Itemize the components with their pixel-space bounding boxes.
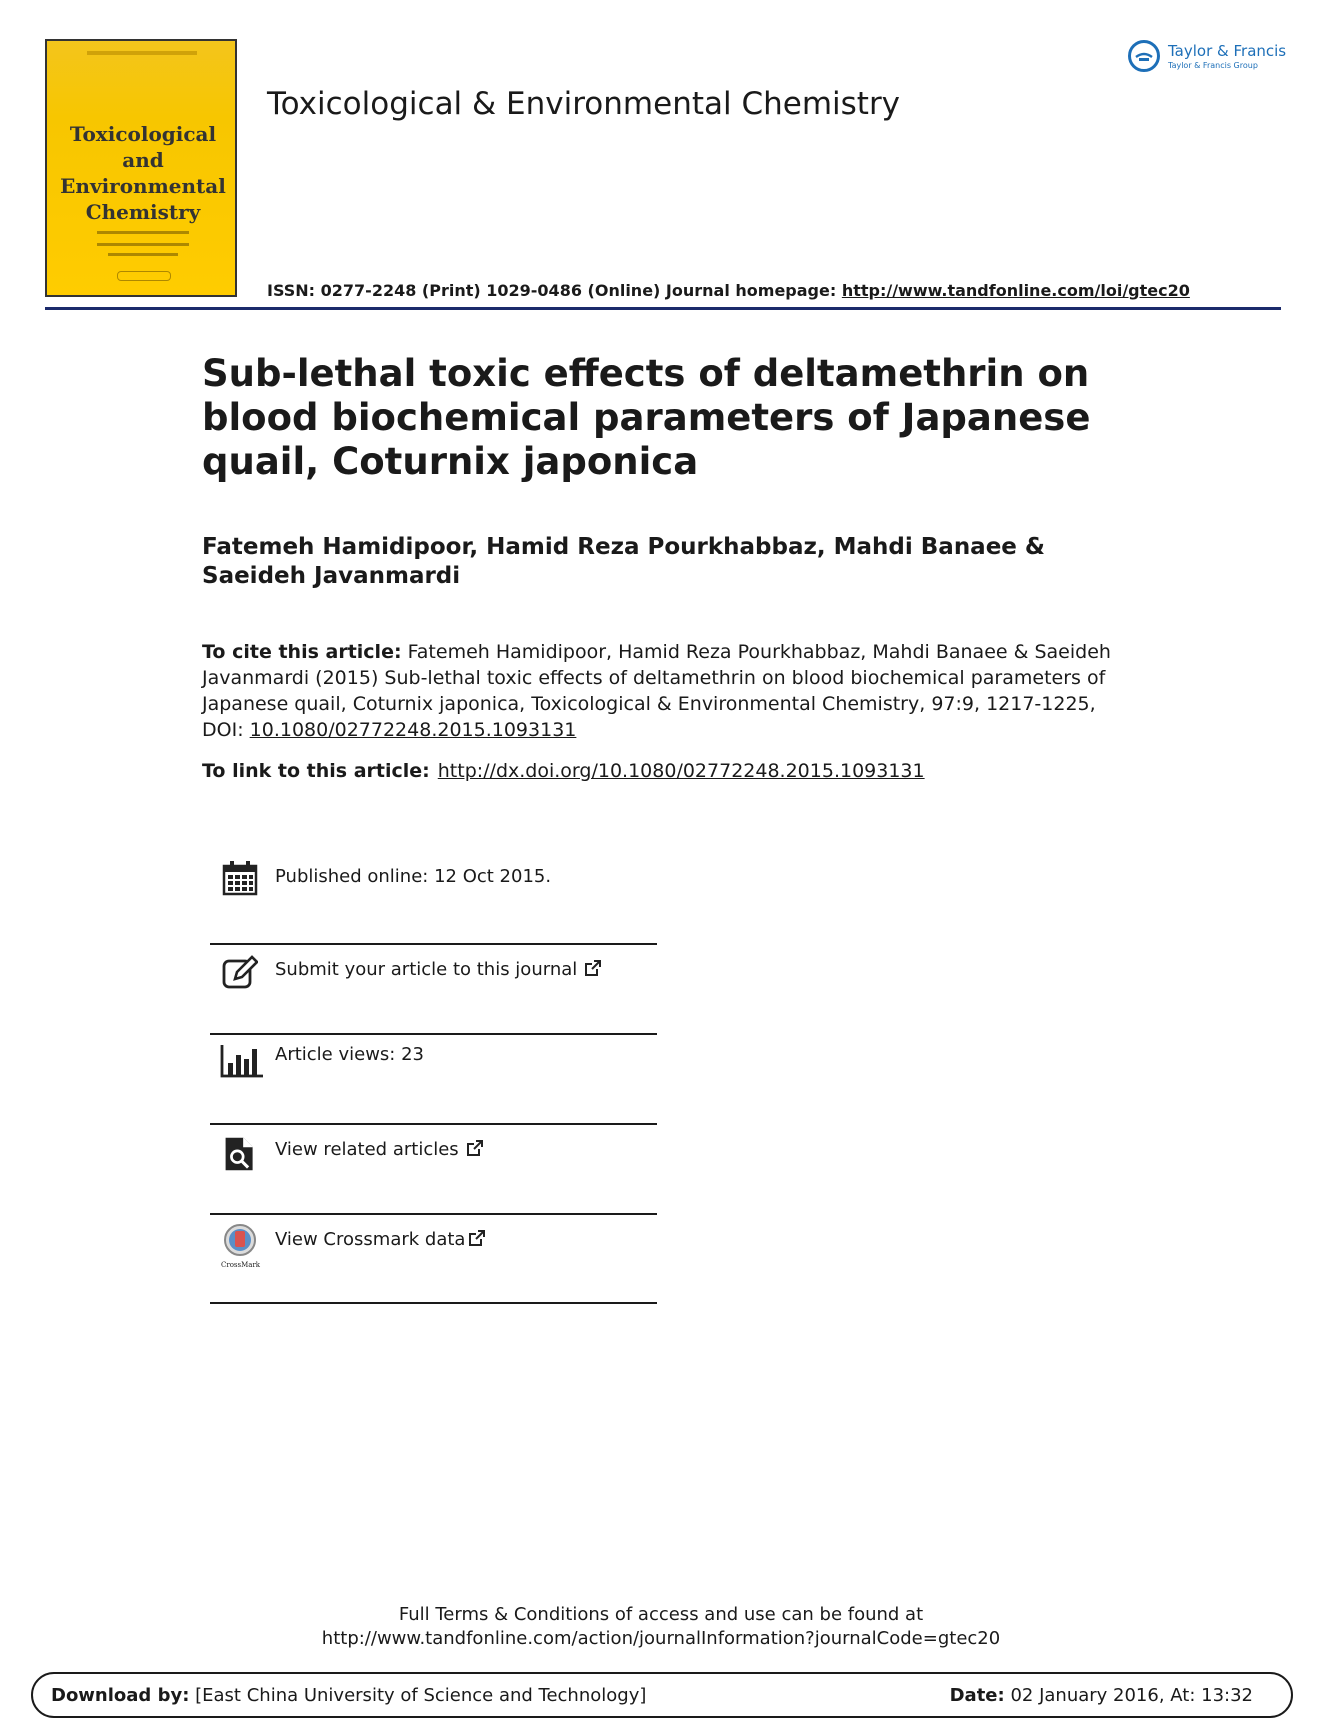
- header-divider: [45, 307, 1281, 310]
- publisher-group: Taylor & Francis Group: [1168, 61, 1258, 70]
- journal-cover-image: [45, 39, 237, 297]
- cover-decoration: [87, 51, 197, 55]
- journal-title: Toxicological & Environmental Chemistry: [267, 86, 901, 122]
- external-link-icon: [468, 1229, 486, 1247]
- cover-title: Toxicological and Environmental Chemistry: [60, 122, 226, 224]
- related-articles-label: View related articles: [275, 1139, 484, 1160]
- divider: [210, 1033, 657, 1035]
- cover-publisher-logo: [117, 271, 171, 281]
- doi-link[interactable]: 10.1080/02772248.2015.1093131: [249, 719, 577, 741]
- article-views: Article views: 23: [275, 1044, 424, 1065]
- calendar-icon: [222, 860, 258, 896]
- publisher-logo-icon: [1128, 40, 1160, 72]
- cite-label: To cite this article:: [202, 641, 402, 663]
- external-link-icon: [466, 1139, 484, 1157]
- submit-article-label: Submit your article to this journal: [275, 959, 602, 980]
- divider: [210, 1302, 657, 1304]
- cover-decoration: [97, 231, 189, 234]
- published-date: Published online: 12 Oct 2015.: [275, 866, 552, 887]
- divider: [210, 943, 657, 945]
- document-search-icon: [222, 1136, 258, 1172]
- article-title: Sub-lethal toxic effects of deltamethrin on blood biochemical parameters of Japanese quail, Coturnix japonica: [202, 352, 1091, 483]
- publisher-name: Taylor & Francis: [1168, 42, 1287, 60]
- issn-text: ISSN: 0277-2248 (Print) 1029-0486 (Online) Journal homepage:: [267, 281, 842, 300]
- crossmark-logo-text: CrossMark: [221, 1261, 261, 1269]
- divider: [210, 1213, 657, 1215]
- bar-chart-icon: [220, 1043, 264, 1079]
- terms-line: Full Terms & Conditions of access and use can be found at: [398, 1604, 924, 1625]
- cover-decoration: [97, 243, 189, 246]
- crossmark-label: View Crossmark data: [275, 1229, 486, 1250]
- download-info-bar: [31, 1672, 1293, 1718]
- divider: [210, 1123, 657, 1125]
- article-link-line: [202, 760, 925, 782]
- terms-notice: [0, 1603, 1322, 1651]
- link-label: To link to this article:: [202, 760, 430, 782]
- download-by: Download by: [East China University of Science and Technology]: [51, 1685, 647, 1706]
- article-doi-url[interactable]: http://dx.doi.org/10.1080/02772248.2015.1093131: [437, 760, 925, 782]
- publisher-logo: [1128, 40, 1288, 80]
- journal-homepage-link[interactable]: http://www.tandfonline.com/loi/gtec20: [841, 281, 1190, 300]
- issn-line: [267, 281, 1190, 300]
- article-authors: Fatemeh Hamidipoor, Hamid Reza Pourkhabbaz, Mahdi Banaee & Saeideh Javanmardi: [202, 534, 1045, 589]
- edit-icon: [222, 955, 258, 991]
- external-link-icon: [584, 959, 602, 977]
- cite-text: Fatemeh Hamidipoor, Hamid Reza Pourkhabbaz, Mahdi Banaee & Saeideh Javanmardi (2015) Sub-lethal toxic effects of deltamethrin on blood biochemical parameters of Japanese quail, Coturnix japonica, Toxicological & Environmental Chemistry, 97:9, 1217-1225, DOI:: [202, 641, 1111, 741]
- citation-block: [202, 639, 1132, 743]
- download-date: Date: 02 January 2016, At: 13:32: [949, 1685, 1253, 1706]
- cover-decoration: [108, 253, 178, 256]
- terms-url[interactable]: http://www.tandfonline.com/action/journalInformation?journalCode=gtec20: [321, 1628, 1001, 1649]
